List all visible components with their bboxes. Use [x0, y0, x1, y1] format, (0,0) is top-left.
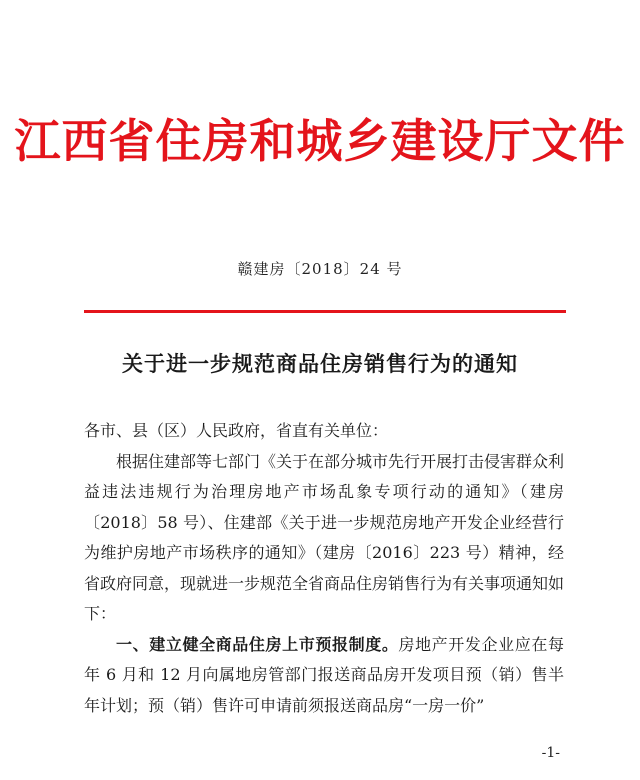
section-1-heading: 一、建立健全商品住房上市预报制度。 — [116, 634, 399, 654]
section-1-text: 房地产开发企业应在每年 6 月和 12 月向属地房管部门报送商品房开发项目预（销）售半年计划；预（销）售许可申请前须报送商品房“一房一价” — [84, 634, 564, 715]
red-divider-rule — [84, 310, 566, 313]
page-number: -1- — [541, 745, 560, 761]
document-number: 赣建房〔2018〕24 号 — [237, 260, 403, 278]
section-1 — [84, 630, 564, 722]
paragraph-1: 根据住建部等七部门《关于在部分城市先行开展打击侵害群众利益违法违规行为治理房地产市场乱象专项行动的通知》（建房〔2018〕58 号）、住建部《关于进一步规范房地产开发企业经营行为维护房地产市场秩序的通知》（建房〔2016〕223 号）精神，经省政府同意，现就进一步规范全省商品住房销售行为有关事项通知如下： — [84, 451, 565, 623]
masthead-title: 江西省住房和城乡建设厅文件 — [14, 114, 626, 168]
salutation: 各市、县（区）人民政府，省直有关单位： — [84, 421, 389, 440]
body-text — [84, 416, 564, 721]
notice-title: 关于进一步规范商品住房销售行为的通知 — [122, 352, 518, 376]
